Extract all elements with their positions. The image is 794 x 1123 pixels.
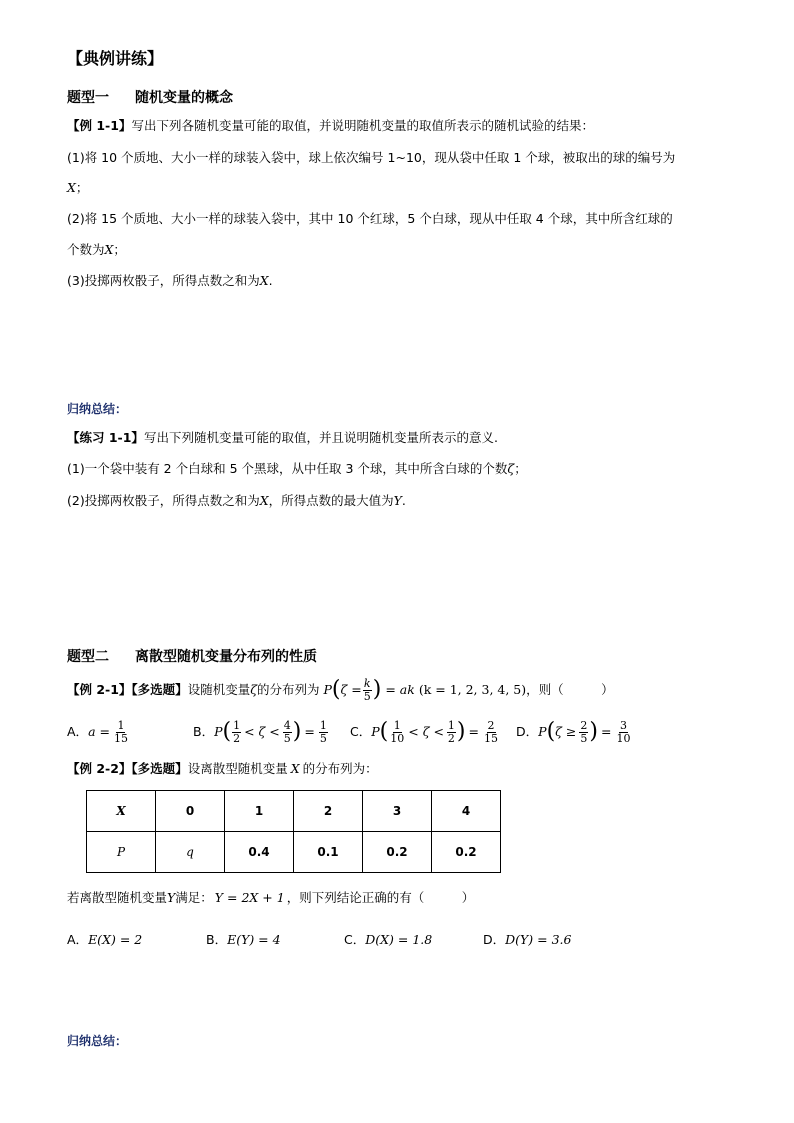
text: (2)投掷两枚骰子，所得点数之和为 — [67, 493, 260, 508]
math-expr: D(Y) = 3.6 — [505, 932, 572, 947]
option-c: C．D(X) = 1.8 — [344, 932, 433, 947]
distribution-table — [86, 790, 501, 873]
table-cell: 0 — [156, 791, 225, 832]
math-expr: Y = 2X + 1 — [214, 890, 285, 905]
example-2-1-stem — [67, 672, 614, 708]
fraction: $\frac{1}{2}$ — [233, 718, 241, 745]
table-cell: 1 — [225, 791, 294, 832]
practice-tag: 【练习 1-1】 — [67, 430, 144, 445]
math-var: X — [290, 761, 300, 776]
math-expr: D(X) = 1.8 — [365, 932, 433, 947]
fraction: $\frac{1}{5}$ — [319, 718, 327, 745]
punct: ； — [514, 461, 527, 476]
punct: ； — [75, 180, 89, 195]
summary-label: 归纳总结： — [67, 1034, 128, 1048]
option-a: A．E(X) = 2 — [67, 932, 143, 947]
table-cell: P — [87, 832, 156, 873]
math-var: X — [67, 180, 76, 195]
example-text: 写出下列各随机变量可能的取值，并说明随机变量的取值所表示的随机试验的结果： — [131, 118, 594, 133]
table-cell: 0.1 — [294, 832, 363, 873]
text: ，则下列结论正确的有（ ） — [286, 890, 475, 905]
option-d: D． P ( ζ ≥ $\frac{2}{5}$ ) = $\frac{3}{10}$ — [516, 718, 631, 745]
fraction: $\frac{4}{5}$ — [283, 718, 291, 745]
example-tag: 【例 2-2】【多选题】 — [67, 761, 188, 776]
example-2-2-stem — [67, 763, 378, 776]
example-2-2-condition — [67, 892, 474, 905]
option-b: B． P ( $\frac{1}{2}$ < ζ < $\frac{4}{5}$ ) = $\frac{1}{5}$ — [193, 718, 327, 745]
fraction: $\frac{2}{15}$ — [484, 718, 498, 745]
text: 设随机变量 — [187, 681, 251, 697]
example-1-1-item2-line1: (2)将 15 个质地、大小一样的球装入袋中，其中 10 个红球，5 个白球，现从中任取 4 个球，其中所含红球的 — [67, 211, 673, 226]
math-expr: a = — [88, 723, 110, 739]
math-var: ζ — [507, 461, 515, 476]
table-cell: q — [156, 832, 225, 873]
punct: . — [268, 273, 273, 288]
option-a: A． a = $\frac{1}{15}$ — [67, 718, 128, 745]
fraction: $\frac{1}{10}$ — [390, 718, 405, 745]
practice-1-1-stem — [67, 432, 498, 445]
fraction: $\frac{1}{2}$ — [447, 718, 455, 745]
math-var: Y — [393, 493, 402, 508]
table-cell: 0.2 — [363, 832, 432, 873]
example-1-1-item3 — [67, 275, 273, 288]
math-var: P — [323, 681, 332, 697]
table-row — [87, 791, 501, 832]
text: ，所得点数的最大值为 — [268, 493, 394, 508]
math-var: X — [259, 273, 269, 288]
option-b: B．E(Y) = 4 — [206, 932, 281, 947]
table-cell: 0.4 — [225, 832, 294, 873]
table-cell: 2 — [294, 791, 363, 832]
section-title: 离散型随机变量分布列的性质 — [135, 649, 317, 665]
text: 的分布列为 — [256, 681, 320, 697]
table-row — [87, 832, 501, 873]
math-var: Y — [167, 890, 176, 905]
math-var: X — [259, 493, 269, 508]
table-cell: 4 — [432, 791, 501, 832]
summary-label: 归纳总结： — [67, 402, 128, 416]
fraction: $\frac{k}{5}$ — [363, 676, 371, 703]
math-expr: E(X) = 2 — [88, 932, 143, 947]
math-var: X — [104, 242, 114, 257]
practice-1-1-item1 — [67, 463, 527, 476]
text: 满足： — [175, 890, 213, 905]
section-label: 题型一 — [67, 90, 109, 106]
example-1-1-item1-line2 — [67, 182, 88, 195]
text: 设离散型随机变量 — [187, 761, 288, 776]
fraction: $\frac{3}{10}$ — [616, 718, 631, 745]
option-d: D．D(Y) = 3.6 — [483, 932, 572, 947]
table-cell: 0.2 — [432, 832, 501, 873]
math-var: ζ — [250, 681, 257, 697]
option-c: C． P ( $\frac{1}{10}$ < ζ < $\frac{1}{2}$ ) = $\frac{2}{15}$ — [350, 718, 498, 745]
text: (1)一个袋中装有 2 个白球和 5 个黑球，从中任取 3 个球，其中所含白球的个数 — [67, 461, 508, 476]
math-expr: = ak — [385, 681, 415, 697]
math-expr: E(Y) = 4 — [227, 932, 281, 947]
math-expr: ζ = — [340, 681, 362, 697]
example-tag: 【例 1-1】 — [67, 118, 132, 133]
example-1-1-stem — [67, 120, 594, 133]
example-tag: 【例 2-1】【多选题】 — [67, 681, 188, 697]
table-cell: X — [87, 791, 156, 832]
section-heading-type2 — [67, 646, 317, 666]
section-label: 题型二 — [67, 649, 109, 665]
text: 若离散型随机变量 — [67, 890, 168, 905]
table-cell: 3 — [363, 791, 432, 832]
page-title: 【典例讲练】 — [67, 49, 164, 68]
practice-text: 写出下列随机变量可能的取值，并且说明随机变量所表示的意义. — [143, 430, 498, 445]
section-title: 随机变量的概念 — [135, 90, 233, 106]
punct: ； — [113, 242, 126, 257]
section-heading-type1 — [67, 87, 233, 107]
text: ，则（ ） — [526, 681, 614, 697]
math-condition: (k = 1, 2, 3, 4, 5) — [418, 681, 527, 697]
text: (3)投掷两枚骰子，所得点数之和为 — [67, 273, 260, 288]
punct: . — [401, 493, 406, 508]
text: 个数为 — [67, 242, 105, 257]
fraction: $\frac{2}{5}$ — [580, 718, 588, 745]
practice-1-1-item2 — [67, 495, 406, 508]
example-1-1-item2-line2 — [67, 244, 126, 257]
example-1-1-item1-line1: (1)将 10 个质地、大小一样的球装入袋中，球上依次编号 1~10，现从袋中任取 1 个球，被取出的球的编号为 — [67, 150, 676, 165]
distribution-formula: P ( ζ = $\frac{k}{5}$ ) = ak (k = 1, 2, 3, 4, 5) — [323, 676, 527, 703]
text: 的分布列为： — [302, 761, 378, 776]
fraction: $\frac{1}{15}$ — [113, 718, 128, 745]
